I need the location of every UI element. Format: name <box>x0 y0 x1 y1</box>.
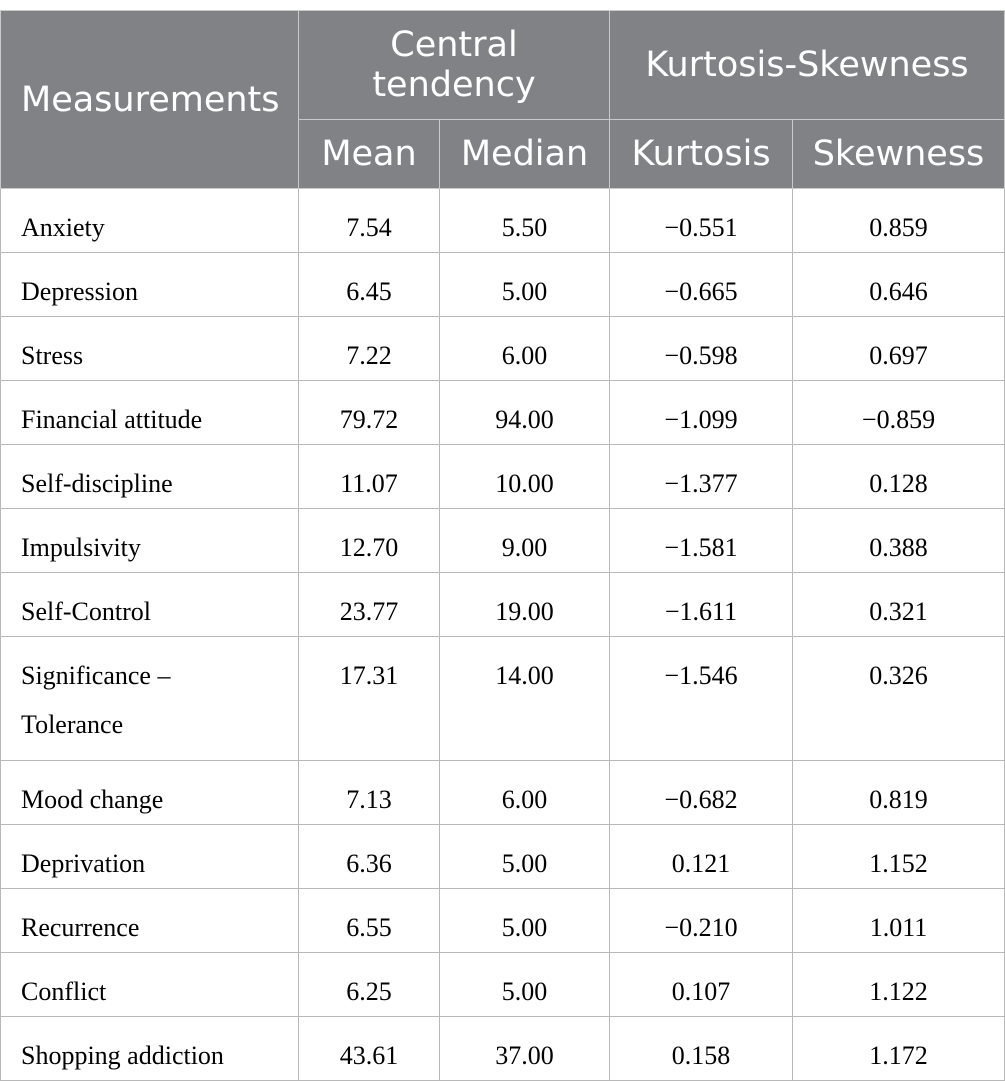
row-label: Mood change <box>1 761 299 825</box>
kurtosis-cell: 0.158 <box>610 1017 793 1081</box>
median-cell: 37.00 <box>440 1017 610 1081</box>
median-cell: 5.50 <box>440 189 610 253</box>
kurtosis-cell: −0.551 <box>610 189 793 253</box>
mean-cell: 6.25 <box>299 953 440 1017</box>
row-label: Stress <box>1 317 299 381</box>
mean-cell: 7.54 <box>299 189 440 253</box>
median-cell: 14.00 <box>440 637 610 761</box>
table-row <box>1 509 1005 573</box>
skewness-header: Skewness <box>793 120 1005 189</box>
kurtosis-header: Kurtosis <box>610 120 793 189</box>
skewness-cell: 0.859 <box>793 189 1005 253</box>
mean-cell: 11.07 <box>299 445 440 509</box>
table-row <box>1 189 1005 253</box>
skewness-cell: 1.122 <box>793 953 1005 1017</box>
row-label: Depression <box>1 253 299 317</box>
skewness-cell: −0.859 <box>793 381 1005 445</box>
median-cell: 19.00 <box>440 573 610 637</box>
table-row <box>1 761 1005 825</box>
mean-cell: 7.13 <box>299 761 440 825</box>
median-cell: 94.00 <box>440 381 610 445</box>
row-label: Shopping addiction <box>1 1017 299 1081</box>
kurtosis-cell: 0.121 <box>610 825 793 889</box>
table-row <box>1 889 1005 953</box>
mean-cell: 23.77 <box>299 573 440 637</box>
mean-cell: 6.36 <box>299 825 440 889</box>
row-label: Self-discipline <box>1 445 299 509</box>
skewness-cell: 0.646 <box>793 253 1005 317</box>
skewness-cell: 1.011 <box>793 889 1005 953</box>
skewness-cell: 0.697 <box>793 317 1005 381</box>
kurtosis-cell: −0.598 <box>610 317 793 381</box>
median-cell: 9.00 <box>440 509 610 573</box>
table-row <box>1 317 1005 381</box>
row-label: Conflict <box>1 953 299 1017</box>
row-label <box>1 637 299 761</box>
table-row <box>1 1017 1005 1081</box>
measurements-header: Measurements <box>1 11 299 189</box>
kurtosis-cell: −0.665 <box>610 253 793 317</box>
median-cell: 5.00 <box>440 953 610 1017</box>
median-cell: 6.00 <box>440 317 610 381</box>
median-cell: 5.00 <box>440 889 610 953</box>
table-row <box>1 825 1005 889</box>
kurtosis-cell: −0.682 <box>610 761 793 825</box>
mean-cell: 12.70 <box>299 509 440 573</box>
row-label-text: Significance – Tolerance <box>21 661 171 739</box>
row-label: Self-Control <box>1 573 299 637</box>
kurtosis-cell: −1.377 <box>610 445 793 509</box>
central-tendency-label: Central tendency <box>372 25 536 105</box>
skewness-cell: 0.326 <box>793 637 1005 761</box>
central-tendency-header <box>299 11 610 120</box>
mean-cell: 6.45 <box>299 253 440 317</box>
row-label: Anxiety <box>1 189 299 253</box>
table-row <box>1 381 1005 445</box>
kurtosis-cell: −1.546 <box>610 637 793 761</box>
skewness-cell: 0.128 <box>793 445 1005 509</box>
mean-cell: 43.61 <box>299 1017 440 1081</box>
row-label: Financial attitude <box>1 381 299 445</box>
median-cell: 10.00 <box>440 445 610 509</box>
kurtosis-cell: −1.099 <box>610 381 793 445</box>
row-label: Deprivation <box>1 825 299 889</box>
kurtosis-cell: −1.611 <box>610 573 793 637</box>
skewness-cell: 1.152 <box>793 825 1005 889</box>
skewness-cell: 0.388 <box>793 509 1005 573</box>
mean-cell: 7.22 <box>299 317 440 381</box>
statistics-table <box>0 10 1005 1081</box>
table-row <box>1 953 1005 1017</box>
row-label: Impulsivity <box>1 509 299 573</box>
kurtosis-skewness-header: Kurtosis-Skewness <box>610 11 1005 120</box>
kurtosis-cell: −0.210 <box>610 889 793 953</box>
skewness-cell: 0.819 <box>793 761 1005 825</box>
table-row <box>1 445 1005 509</box>
row-label: Recurrence <box>1 889 299 953</box>
median-cell: 5.00 <box>440 825 610 889</box>
median-header: Median <box>440 120 610 189</box>
mean-cell: 79.72 <box>299 381 440 445</box>
kurtosis-cell: 0.107 <box>610 953 793 1017</box>
table-row <box>1 637 1005 761</box>
median-cell: 5.00 <box>440 253 610 317</box>
median-cell: 6.00 <box>440 761 610 825</box>
kurtosis-cell: −1.581 <box>610 509 793 573</box>
skewness-cell: 0.321 <box>793 573 1005 637</box>
mean-cell: 6.55 <box>299 889 440 953</box>
skewness-cell: 1.172 <box>793 1017 1005 1081</box>
table-row <box>1 253 1005 317</box>
mean-header: Mean <box>299 120 440 189</box>
table-row <box>1 573 1005 637</box>
mean-cell: 17.31 <box>299 637 440 761</box>
